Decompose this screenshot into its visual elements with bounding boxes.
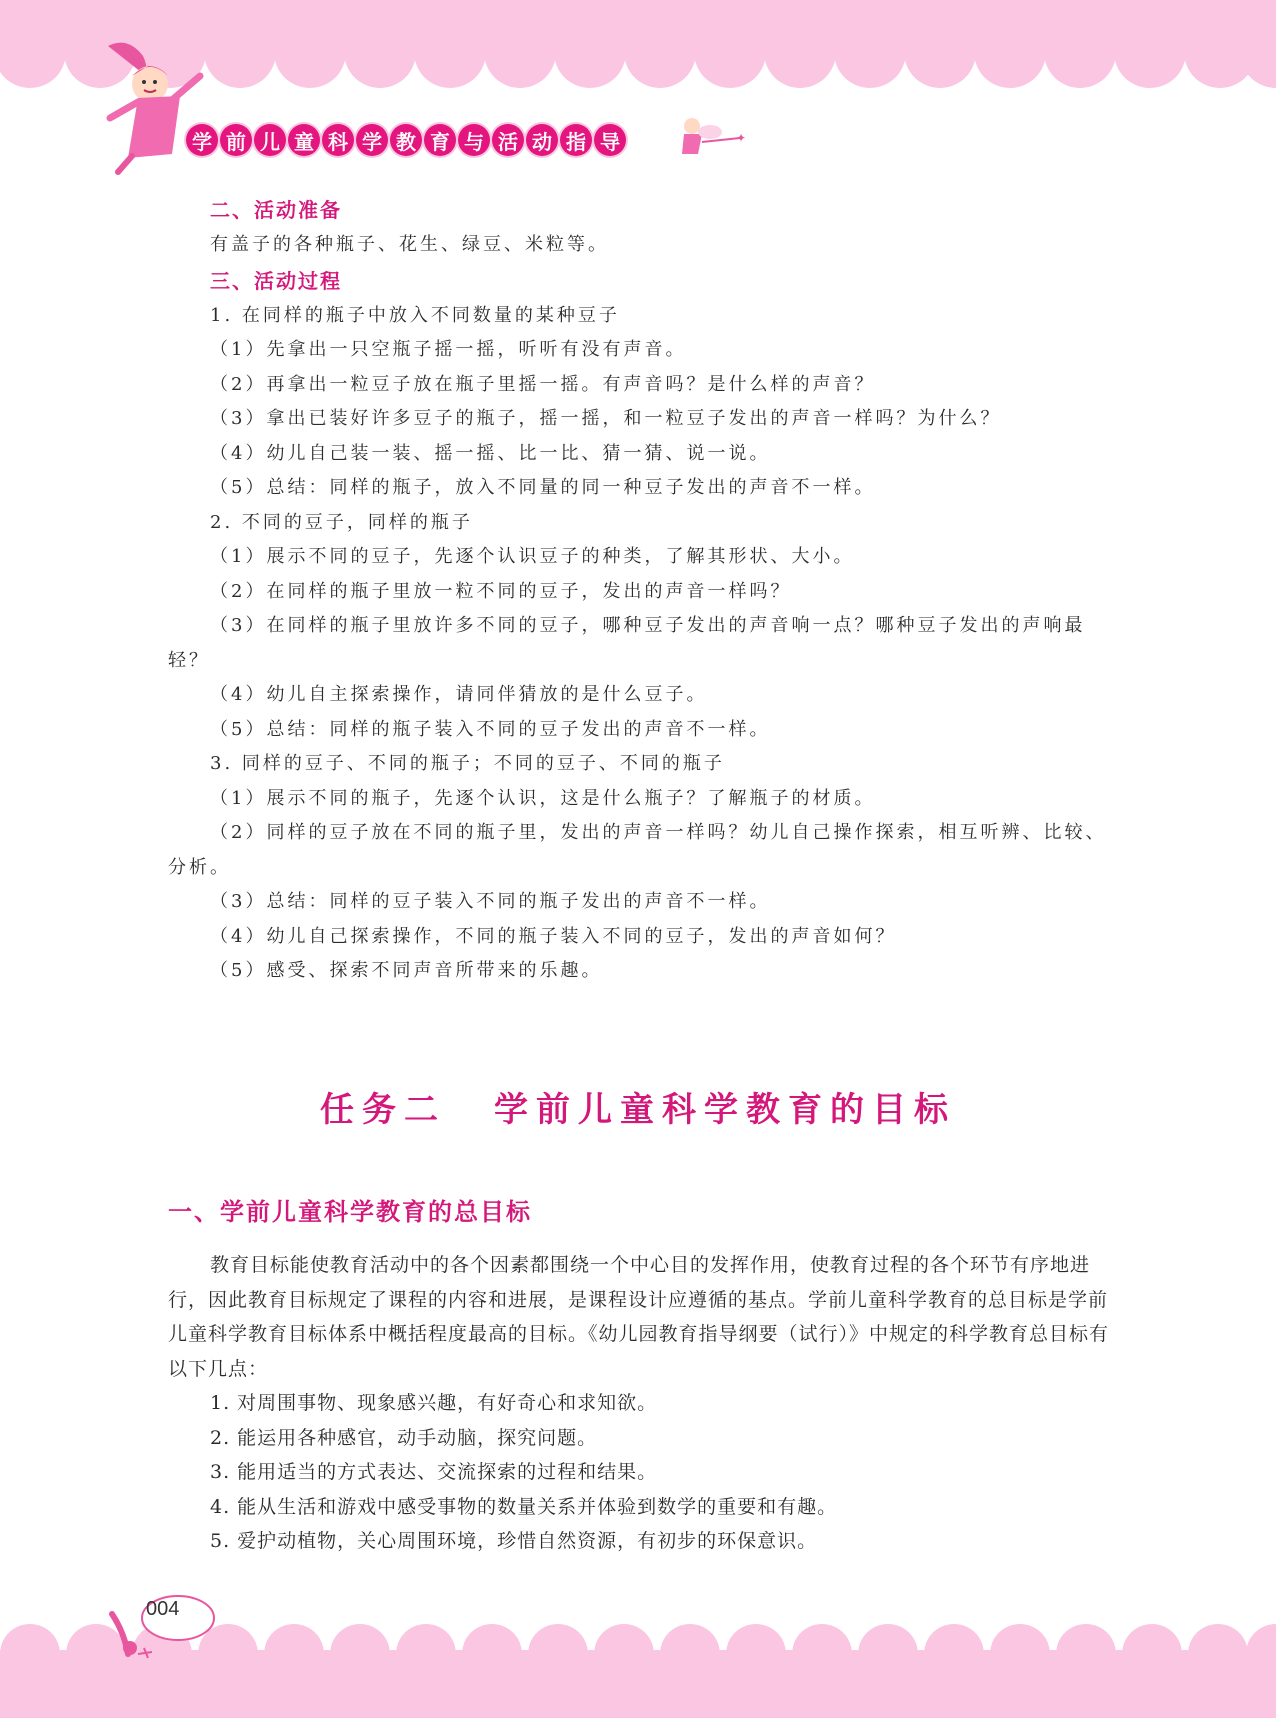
- process-line: （2）同样的豆子放在不同的瓶子里，发出的声音一样吗？幼儿自己操作探索，相互听辨、比较、分析。: [168, 822, 1107, 878]
- fairy-illustration: [670, 108, 750, 168]
- title-char: 育: [424, 124, 456, 156]
- process-line: 3. 同样的豆子、不同的瓶子；不同的豆子、不同的瓶子: [210, 753, 725, 774]
- goal-item: 5. 爱护动植物，关心周围环境，珍惜自然资源，有初步的环保意识。: [210, 1530, 818, 1552]
- title-char: 儿: [254, 124, 286, 156]
- page-number: 004: [146, 1598, 180, 1620]
- process-line: （2）再拿出一粒豆子放在瓶子里摇一摇。有声音吗？是什么样的声音？: [210, 373, 876, 395]
- title-char: 动: [526, 124, 558, 156]
- title-char: 导: [594, 124, 626, 156]
- activity-section: [168, 192, 1110, 989]
- title-char: 科: [322, 124, 354, 156]
- task-label: 任务二: [320, 1090, 446, 1130]
- process-line: （1）先拿出一只空瓶子摇一摇，听听有没有声音。: [210, 339, 687, 360]
- process-line: （3）在同样的瓶子里放许多不同的豆子，哪种豆子发出的声音响一点？哪种豆子发出的声响最轻？: [168, 615, 1086, 671]
- preparation-text: 有盖子的各种瓶子、花生、绿豆、米粒等。: [210, 234, 609, 255]
- heading-preparation: 二、活动准备: [210, 198, 342, 222]
- goal-item: 2. 能运用各种感官，动手动脑，探究问题。: [210, 1426, 598, 1449]
- process-line: （2）在同样的瓶子里放一粒不同的豆子，发出的声音一样吗？: [210, 580, 792, 602]
- title-char: 前: [220, 124, 252, 156]
- svg-text:✦: ✦: [736, 131, 747, 145]
- process-line: （5）总结：同样的瓶子装入不同的豆子发出的声音不一样。: [210, 718, 771, 740]
- process-line: （3）拿出已装好许多豆子的瓶子，摇一摇，和一粒豆子发出的声音一样吗？为什么？: [210, 408, 1002, 429]
- goals-section: [168, 1248, 1114, 1559]
- task-title: [0, 1082, 1276, 1131]
- process-line: （3）总结：同样的豆子装入不同的瓶子发出的声音不一样。: [210, 891, 771, 912]
- process-line: 1. 在同样的瓶子中放入不同数量的某种豆子: [210, 304, 620, 326]
- title-char: 指: [560, 124, 592, 156]
- process-line: （4）幼儿自己探索操作，不同的瓶子装入不同的豆子，发出的声音如何？: [210, 925, 897, 947]
- title-char: 与: [458, 124, 490, 156]
- process-line: 2. 不同的豆子，同样的瓶子: [210, 511, 473, 533]
- title-char: 童: [288, 124, 320, 156]
- process-line: （5）感受、探索不同声音所带来的乐趣。: [210, 960, 603, 981]
- process-line: （4）幼儿自己装一装、摇一摇、比一比、猜一猜、说一说。: [210, 442, 771, 464]
- process-line: （1）展示不同的豆子，先逐个认识豆子的种类，了解其形状、大小。: [210, 546, 855, 567]
- task-name: 学前儿童科学教育的目标: [494, 1090, 956, 1130]
- intro-paragraph: 教育目标能使教育活动中的各个因素都围绕一个中心目的发挥作用，使教育过程的各个环节有序地进行，因此教育目标规定了课程的内容和进展，是课程设计应遵循的基点。学前儿童科学教育的总目标是学前儿童科学教育目标体系中概括程度最高的目标。《幼儿园教育指导纲要（试行）》中规定的科学教育总目标有以下几点：: [168, 1254, 1110, 1380]
- process-line: （4）幼儿自主探索操作，请同伴猜放的是什么豆子。: [210, 684, 708, 705]
- heading-process: 三、活动过程: [210, 268, 342, 293]
- goal-item: 4. 能从生活和游戏中感受事物的数量关系并体验到数学的重要和有趣。: [210, 1495, 838, 1518]
- process-line: （1）展示不同的瓶子，先逐个认识，这是什么瓶子？了解瓶子的材质。: [210, 787, 876, 809]
- goal-item: 3. 能用适当的方式表达、交流探索的过程和结果。: [210, 1461, 658, 1483]
- title-char: 活: [492, 124, 524, 156]
- goal-item: 1. 对周围事物、现象感兴趣，有好奇心和求知欲。: [210, 1392, 658, 1414]
- title-char: 学: [356, 124, 388, 156]
- process-line: （5）总结：同样的瓶子，放入不同量的同一种豆子发出的声音不一样。: [210, 477, 876, 498]
- title-char: 学: [186, 124, 218, 156]
- book-title-header: [186, 124, 626, 160]
- section-heading: 一、学前儿童科学教育的总目标: [168, 1198, 532, 1226]
- title-char: 教: [390, 124, 422, 156]
